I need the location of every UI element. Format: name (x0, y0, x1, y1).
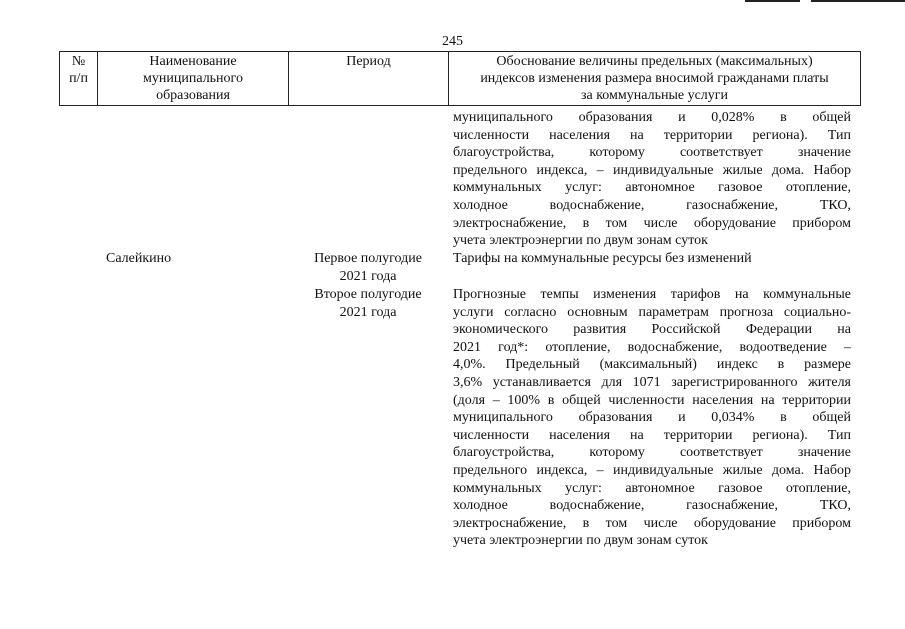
second-half-justification (453, 286, 851, 550)
text-line: холодное водоснабжение, газоснабжение, ТКО, (453, 197, 851, 213)
text-line: 3,6% устанавливается для 1071 зарегистрированного жителя (453, 374, 851, 390)
period-line: Второе полугодие (314, 287, 422, 302)
period-line: 2021 года (339, 305, 397, 320)
text-line: муниципального образования и 0,028% в общей (453, 110, 851, 125)
text-line: холодное водоснабжение, газоснабжение, ТКО, (453, 498, 851, 514)
header-text: Обоснование величины предельных (максимальных) (496, 54, 813, 69)
period-first-half (298, 250, 438, 286)
header-text: Наименование (149, 54, 237, 69)
text-line: численности населения на территории региона). Тип (453, 427, 851, 443)
header-text: п/п (69, 71, 88, 86)
text-line: услуги согласно основным параметрам прогноза социально- (453, 304, 851, 320)
text-line: электроснабжение, в том числе оборудование прибором (453, 515, 851, 531)
period-line: 2021 года (339, 269, 397, 284)
period-line: Первое полугодие (314, 251, 422, 266)
period-second-half (298, 286, 438, 322)
continuation-text (453, 109, 851, 250)
first-half-justification: Тарифы на коммунальные ресурсы без изменений (453, 251, 752, 266)
header-text: № (71, 54, 86, 69)
text-line: учета электроэнергии по двум зонам суток (453, 533, 708, 549)
text-line: муниципального образования и 0,034% в общей (453, 410, 851, 426)
text-line: электроснабжение, в том числе оборудование прибором (453, 215, 851, 231)
header-text: за коммунальные услуги (580, 88, 729, 103)
text-line: коммунальных услуг: автономное газовое отопление, (453, 180, 851, 196)
header-text: муниципального (143, 71, 243, 86)
text-line: Прогнозные темпы изменения тарифов на коммунальные (453, 287, 851, 302)
municipality-name: Салейкино (106, 251, 172, 266)
text-line: 4,0%. Предельный (максимальный) индекс в размере (453, 357, 851, 373)
text-line: экономического развития Российской Федерации на (453, 322, 851, 338)
text-line: (доля – 100% в общей численности населения на территории (453, 392, 851, 408)
text-line: благоустройства, которому соответствует значение (453, 445, 851, 461)
text-line: 2021 год*: отопление, водоснабжение, водоотведение – (453, 339, 851, 355)
header-text: индексов изменения размера вносимой гражданами платы (480, 71, 829, 86)
text-line: благоустройства, которому соответствует значение (453, 145, 851, 161)
header-text: Период (346, 54, 391, 69)
text-line: численности населения на территории региона). Тип (453, 127, 851, 143)
text-line: предельного индекса, – индивидуальные жилые дома. Набор (453, 462, 851, 478)
text-line: учета электроэнергии по двум зонам суток (453, 233, 708, 249)
header-text: образования (156, 88, 230, 103)
text-line: коммунальных услуг: автономное газовое отопление, (453, 480, 851, 496)
text-line: предельного индекса, – индивидуальные жилые дома. Набор (453, 162, 851, 178)
page-number: 245 (442, 34, 463, 49)
